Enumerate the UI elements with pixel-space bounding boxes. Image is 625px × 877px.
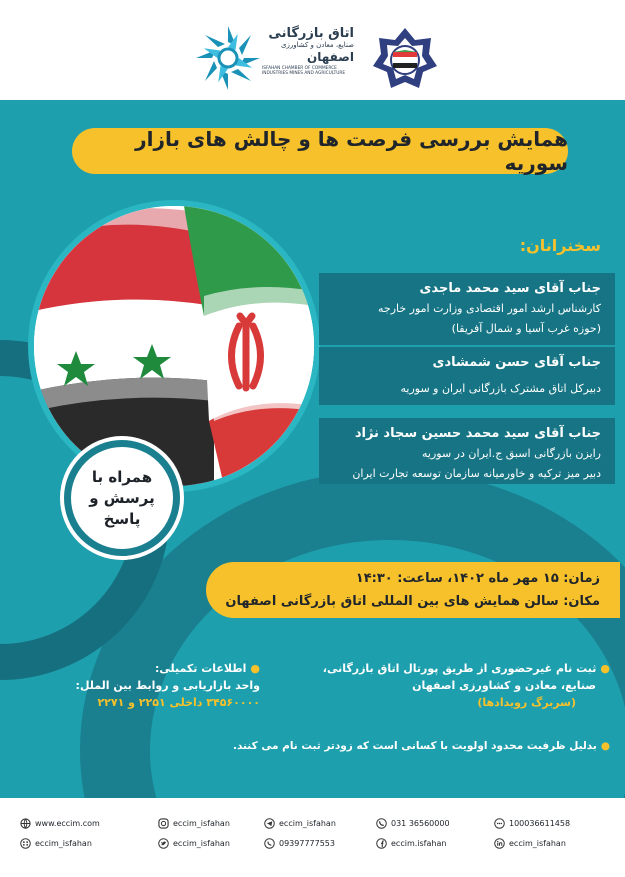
twitter-link[interactable]: eccim_isfahan xyxy=(158,838,230,849)
chamber-name-en: ISFAHAN CHAMBER OF COMMERCE INDUSTRIES MINES AND AGRICULTURE xyxy=(262,66,346,76)
twitter-icon xyxy=(158,838,169,849)
phone-link[interactable]: 031 36560000 xyxy=(376,818,450,829)
capacity-note-text: بدلیل ظرفیت محدود اولویت با کسانی است که زودتر ثبت نام می کنند. xyxy=(232,740,597,752)
speaker-role: دبیر میز ترکیه و خاورمیانه سازمان توسعه تجارت ایران xyxy=(352,467,601,480)
speaker-name: جناب آقای حسن شمشادی xyxy=(432,355,601,370)
whatsapp-link[interactable]: 09397777553 xyxy=(264,838,335,849)
header xyxy=(0,0,625,100)
aparat-link[interactable]: eccim_isfahan xyxy=(20,838,92,849)
info-line1: اطلاعات تکمیلی: xyxy=(154,662,247,675)
website-link[interactable]: www.eccim.com xyxy=(20,818,100,829)
speaker-role: کارشناس ارشد امور اقتصادی وزارت امور خارجه xyxy=(378,302,601,315)
linkedin-icon xyxy=(494,838,505,849)
joint-chamber-star-logo-icon xyxy=(371,26,439,94)
bullet-icon: ● xyxy=(250,662,260,675)
capacity-note xyxy=(70,740,610,752)
facebook-icon xyxy=(376,838,387,849)
instagram-icon xyxy=(158,818,169,829)
registration-info xyxy=(310,660,610,711)
chamber-name-line3: اصفهان xyxy=(306,50,354,64)
event-place: مکان: سالن همایش های بین المللی اتاق بازرگانی اصفهان xyxy=(225,594,600,609)
speaker-name: جناب آقای سید محمد حسین سجاد نژاد xyxy=(354,426,601,441)
title-banner xyxy=(72,128,568,174)
speakers-heading: سخنرانان: xyxy=(519,236,601,255)
linkedin-link[interactable]: eccim_isfahan xyxy=(494,838,566,849)
sms-link[interactable]: 100036611458 xyxy=(494,818,570,829)
whatsapp-icon xyxy=(264,838,275,849)
iran-syria-flags-icon xyxy=(34,206,314,486)
main-panel xyxy=(0,100,625,798)
speaker-card xyxy=(319,347,615,405)
telegram-link[interactable]: eccim_isfahan xyxy=(264,818,336,829)
speaker-card xyxy=(319,273,615,345)
contact-info xyxy=(20,660,260,711)
registration-line3: (سربرگ رویدادها) xyxy=(477,696,576,709)
registration-line1: ثبت نام غیرحضوری از طریق پورتال اتاق بازرگانی، xyxy=(322,662,597,675)
globe-icon xyxy=(20,818,31,829)
facebook-link[interactable]: eccim.isfahan xyxy=(376,838,446,849)
bullet-icon: ● xyxy=(600,662,610,675)
aparat-icon xyxy=(20,838,31,849)
event-title: همایش بررسی فرصت ها و چالش های بازار سوریه xyxy=(135,127,568,175)
sms-icon xyxy=(494,818,505,829)
schedule-banner xyxy=(206,562,620,618)
qa-badge-line1: همراه با xyxy=(91,467,153,486)
registration-line2: صنایع، معادن و کشاورزی اصفهان xyxy=(412,679,596,692)
chamber-logo-icon xyxy=(192,22,264,94)
instagram-link[interactable]: eccim_isfahan xyxy=(158,818,230,829)
speaker-name: جناب آقای سید محمد ماجدی xyxy=(419,281,601,296)
flags-image xyxy=(28,200,320,492)
footer xyxy=(8,806,617,866)
qa-badge-line2: پرسش و xyxy=(89,488,155,507)
speaker-role: دبیرکل اتاق مشترک بازرگانی ایران و سوریه xyxy=(400,382,601,395)
info-line2: واحد بازاریابی و روابط بین الملل: xyxy=(75,679,260,692)
phone-icon xyxy=(376,818,387,829)
chamber-name xyxy=(262,26,354,76)
event-time: زمان: ۱۵ مهر ماه ۱۴۰۲، ساعت: ۱۴:۳۰ xyxy=(355,571,600,586)
speaker-card xyxy=(319,418,615,484)
speaker-role: رایزن بازرگانی اسبق ج.ایران در سوریه xyxy=(422,447,601,460)
qa-badge-line3: پاسخ xyxy=(103,509,141,528)
speaker-role: (حوزه غرب آسیا و شمال آفریقا) xyxy=(451,322,601,335)
info-phone: ۳۴۵۶۰۰۰۰ داخلی ۲۲۵۱ و ۲۲۷۱ xyxy=(97,696,260,709)
qa-badge xyxy=(64,440,180,556)
bullet-icon: ● xyxy=(600,740,610,752)
telegram-icon xyxy=(264,818,275,829)
chamber-name-line1: اتاق بازرگانی xyxy=(268,26,354,41)
chamber-name-line2: صنایع، معادن و کشاورزی xyxy=(280,41,354,49)
